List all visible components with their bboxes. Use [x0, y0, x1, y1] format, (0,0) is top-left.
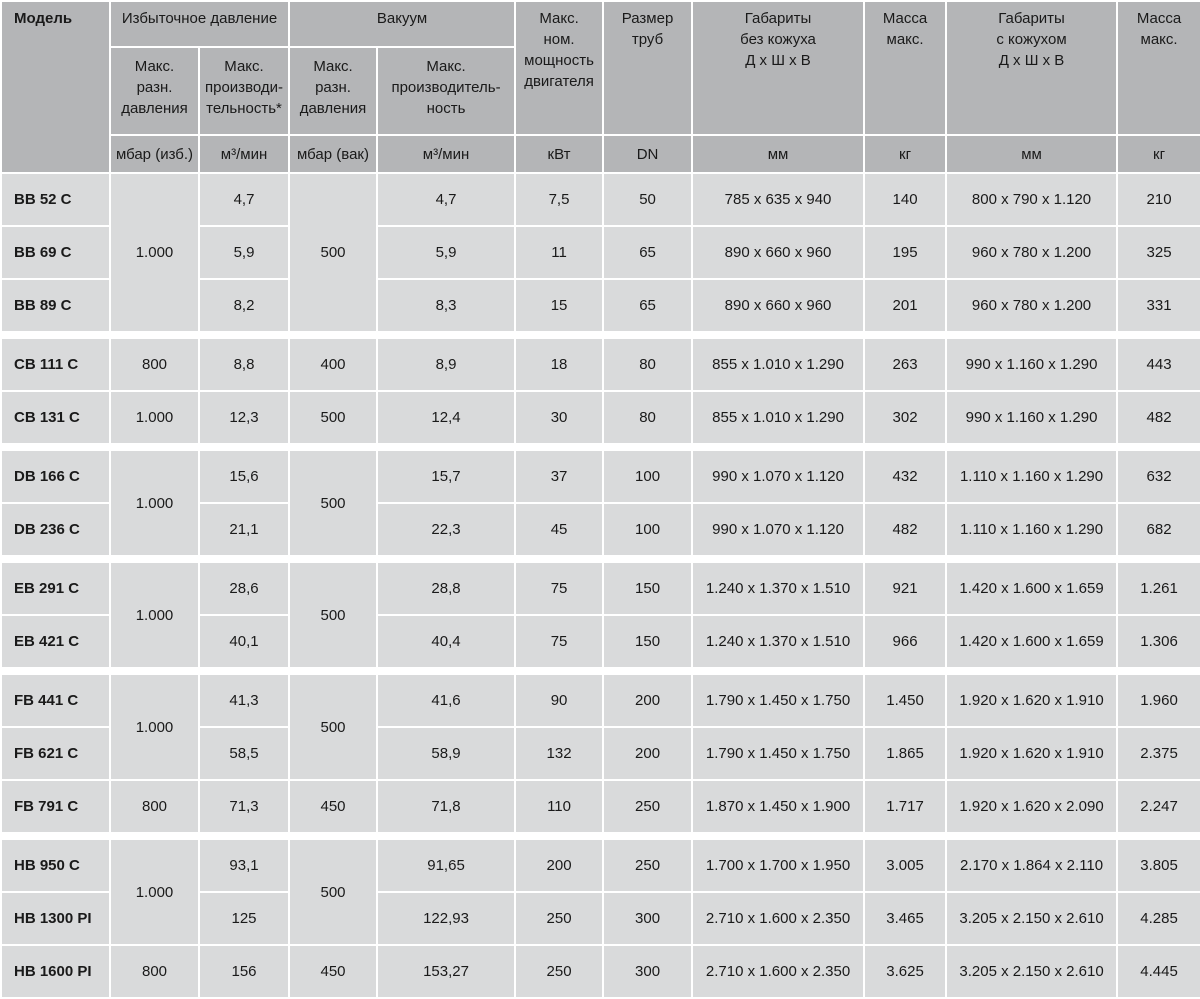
cell-op-pressure: 1.000	[110, 450, 199, 556]
table-row	[1, 674, 1200, 727]
cell-dims-hood: 960 x 780 x 1.200	[946, 226, 1117, 279]
cell-op-capacity: 93,1	[199, 839, 289, 892]
cell-pipe-dn: 150	[603, 615, 692, 668]
cell-pipe-dn: 300	[603, 892, 692, 945]
cell-op-capacity: 71,3	[199, 780, 289, 833]
cell-dims: 990 x 1.070 x 1.120	[692, 503, 864, 556]
cell-op-capacity: 21,1	[199, 503, 289, 556]
cell-motor-power: 250	[515, 945, 603, 998]
cell-vac-capacity: 40,4	[377, 615, 515, 668]
cell-dims: 890 x 660 x 960	[692, 279, 864, 332]
cell-pipe-dn: 80	[603, 338, 692, 391]
cell-motor-power: 15	[515, 279, 603, 332]
cell-motor-power: 90	[515, 674, 603, 727]
cell-vac-pressure: 500	[289, 562, 377, 668]
cell-vac-pressure: 500	[289, 450, 377, 556]
cell-mass-hood: 4.285	[1117, 892, 1200, 945]
cell-mass-hood: 1.306	[1117, 615, 1200, 668]
cell-vac-capacity: 153,27	[377, 945, 515, 998]
cell-model: BB 52 C	[1, 173, 110, 226]
cell-mass: 966	[864, 615, 946, 668]
unit-power: кВт	[515, 135, 603, 173]
cell-op-capacity: 41,3	[199, 674, 289, 727]
cell-op-capacity: 12,3	[199, 391, 289, 444]
unit-dims-hood: мм	[946, 135, 1117, 173]
cell-dims-hood: 1.920 x 1.620 x 1.910	[946, 727, 1117, 780]
cell-vac-pressure: 500	[289, 391, 377, 444]
cell-model: FB 791 C	[1, 780, 110, 833]
cell-pipe-dn: 100	[603, 450, 692, 503]
cell-mass-hood: 682	[1117, 503, 1200, 556]
table-row	[1, 173, 1200, 226]
cell-vac-capacity: 12,4	[377, 391, 515, 444]
cell-op-pressure: 1.000	[110, 674, 199, 780]
cell-model: DB 236 C	[1, 503, 110, 556]
col-dims-hood: Габариты с кожухом Д х Ш х В	[946, 1, 1117, 135]
cell-mass: 263	[864, 338, 946, 391]
cell-op-capacity: 28,6	[199, 562, 289, 615]
cell-pipe-dn: 300	[603, 945, 692, 998]
cell-model: BB 89 C	[1, 279, 110, 332]
cell-motor-power: 11	[515, 226, 603, 279]
unit-pipe: DN	[603, 135, 692, 173]
cell-dims-hood: 990 x 1.160 x 1.290	[946, 391, 1117, 444]
col-power: Макс. ном. мощность двигателя	[515, 1, 603, 135]
cell-motor-power: 7,5	[515, 173, 603, 226]
cell-dims: 990 x 1.070 x 1.120	[692, 450, 864, 503]
table-row	[1, 391, 1200, 444]
cell-pipe-dn: 65	[603, 279, 692, 332]
cell-dims-hood: 990 x 1.160 x 1.290	[946, 338, 1117, 391]
cell-op-pressure: 800	[110, 780, 199, 833]
cell-model: FB 441 C	[1, 674, 110, 727]
cell-op-pressure: 1.000	[110, 839, 199, 945]
cell-model: CB 111 C	[1, 338, 110, 391]
table-row	[1, 562, 1200, 615]
table-row	[1, 780, 1200, 833]
cell-dims: 1.700 x 1.700 x 1.950	[692, 839, 864, 892]
cell-mass: 3.625	[864, 945, 946, 998]
cell-mass: 1.865	[864, 727, 946, 780]
cell-vac-capacity: 4,7	[377, 173, 515, 226]
cell-op-capacity: 4,7	[199, 173, 289, 226]
table-body	[1, 173, 1200, 998]
cell-dims-hood: 960 x 780 x 1.200	[946, 279, 1117, 332]
cell-model: FB 621 C	[1, 727, 110, 780]
cell-model: HB 950 C	[1, 839, 110, 892]
table-row	[1, 338, 1200, 391]
cell-dims: 855 x 1.010 x 1.290	[692, 391, 864, 444]
cell-pipe-dn: 200	[603, 674, 692, 727]
cell-motor-power: 110	[515, 780, 603, 833]
cell-model: HB 1300 PI	[1, 892, 110, 945]
cell-pipe-dn: 250	[603, 780, 692, 833]
cell-mass-hood: 4.445	[1117, 945, 1200, 998]
cell-dims-hood: 1.420 x 1.600 x 1.659	[946, 562, 1117, 615]
cell-mass-hood: 2.375	[1117, 727, 1200, 780]
cell-mass: 3.005	[864, 839, 946, 892]
cell-vac-pressure: 500	[289, 839, 377, 945]
cell-dims-hood: 800 x 790 x 1.120	[946, 173, 1117, 226]
unit-dims: мм	[692, 135, 864, 173]
cell-op-pressure: 1.000	[110, 391, 199, 444]
cell-vac-capacity: 22,3	[377, 503, 515, 556]
cell-dims: 1.240 x 1.370 x 1.510	[692, 562, 864, 615]
cell-dims: 2.710 x 1.600 x 2.350	[692, 945, 864, 998]
cell-op-pressure: 1.000	[110, 562, 199, 668]
cell-pipe-dn: 250	[603, 839, 692, 892]
cell-dims: 785 x 635 x 940	[692, 173, 864, 226]
cell-vac-capacity: 5,9	[377, 226, 515, 279]
cell-vac-capacity: 8,3	[377, 279, 515, 332]
cell-dims-hood: 3.205 x 2.150 x 2.610	[946, 945, 1117, 998]
cell-motor-power: 200	[515, 839, 603, 892]
cell-pipe-dn: 80	[603, 391, 692, 444]
cell-vac-capacity: 8,9	[377, 338, 515, 391]
cell-dims-hood: 1.920 x 1.620 x 2.090	[946, 780, 1117, 833]
cell-mass-hood: 331	[1117, 279, 1200, 332]
cell-dims: 1.870 x 1.450 x 1.900	[692, 780, 864, 833]
cell-op-pressure: 1.000	[110, 173, 199, 332]
cell-vac-capacity: 41,6	[377, 674, 515, 727]
cell-vac-pressure: 450	[289, 945, 377, 998]
cell-model: DB 166 C	[1, 450, 110, 503]
unit-op-capacity: м³/мин	[199, 135, 289, 173]
cell-mass: 3.465	[864, 892, 946, 945]
cell-dims: 890 x 660 x 960	[692, 226, 864, 279]
col-dims: Габариты без кожуха Д х Ш х В	[692, 1, 864, 135]
cell-mass: 302	[864, 391, 946, 444]
cell-vac-capacity: 91,65	[377, 839, 515, 892]
cell-mass: 921	[864, 562, 946, 615]
col-vac-diff-pressure: Макс. разн. давления	[289, 47, 377, 135]
cell-op-capacity: 40,1	[199, 615, 289, 668]
cell-vac-capacity: 71,8	[377, 780, 515, 833]
cell-op-capacity: 125	[199, 892, 289, 945]
cell-model: CB 131 C	[1, 391, 110, 444]
cell-vac-pressure: 450	[289, 780, 377, 833]
cell-mass-hood: 2.247	[1117, 780, 1200, 833]
cell-dims-hood: 1.110 x 1.160 x 1.290	[946, 450, 1117, 503]
col-op-capacity: Макс. производи- тельность*	[199, 47, 289, 135]
cell-op-pressure: 800	[110, 945, 199, 998]
cell-dims: 855 x 1.010 x 1.290	[692, 338, 864, 391]
cell-op-capacity: 15,6	[199, 450, 289, 503]
table-header	[1, 1, 1200, 173]
cell-pipe-dn: 65	[603, 226, 692, 279]
cell-mass-hood: 443	[1117, 338, 1200, 391]
cell-mass-hood: 3.805	[1117, 839, 1200, 892]
cell-motor-power: 75	[515, 562, 603, 615]
cell-pipe-dn: 200	[603, 727, 692, 780]
cell-vac-capacity: 58,9	[377, 727, 515, 780]
table-row	[1, 450, 1200, 503]
cell-mass-hood: 210	[1117, 173, 1200, 226]
cell-motor-power: 132	[515, 727, 603, 780]
cell-op-pressure: 800	[110, 338, 199, 391]
cell-model: BB 69 C	[1, 226, 110, 279]
cell-motor-power: 37	[515, 450, 603, 503]
cell-vac-pressure: 500	[289, 173, 377, 332]
col-vac-capacity: Макс. производитель- ность	[377, 47, 515, 135]
cell-mass-hood: 632	[1117, 450, 1200, 503]
cell-dims-hood: 3.205 x 2.150 x 2.610	[946, 892, 1117, 945]
cell-motor-power: 45	[515, 503, 603, 556]
cell-mass-hood: 1.261	[1117, 562, 1200, 615]
cell-op-capacity: 8,8	[199, 338, 289, 391]
col-model: Модель	[1, 1, 110, 173]
cell-dims: 2.710 x 1.600 x 2.350	[692, 892, 864, 945]
unit-vac-pressure: мбар (вак)	[289, 135, 377, 173]
cell-mass: 1.717	[864, 780, 946, 833]
cell-mass-hood: 482	[1117, 391, 1200, 444]
cell-vac-pressure: 500	[289, 674, 377, 780]
cell-model: HB 1600 PI	[1, 945, 110, 998]
cell-op-capacity: 58,5	[199, 727, 289, 780]
col-pipe: Размер труб	[603, 1, 692, 135]
cell-dims-hood: 1.420 x 1.600 x 1.659	[946, 615, 1117, 668]
cell-model: EB 291 C	[1, 562, 110, 615]
cell-op-capacity: 5,9	[199, 226, 289, 279]
cell-mass: 201	[864, 279, 946, 332]
unit-mass-hood: кг	[1117, 135, 1200, 173]
cell-mass-hood: 1.960	[1117, 674, 1200, 727]
cell-vac-capacity: 122,93	[377, 892, 515, 945]
cell-motor-power: 250	[515, 892, 603, 945]
cell-dims-hood: 1.920 x 1.620 x 1.910	[946, 674, 1117, 727]
unit-vac-capacity: м³/мин	[377, 135, 515, 173]
cell-pipe-dn: 150	[603, 562, 692, 615]
cell-model: EB 421 C	[1, 615, 110, 668]
col-vacuum: Вакуум	[289, 1, 515, 47]
cell-mass: 432	[864, 450, 946, 503]
col-mass-hood: Масса макс.	[1117, 1, 1200, 135]
cell-dims: 1.240 x 1.370 x 1.510	[692, 615, 864, 668]
col-overpressure: Избыточное давление	[110, 1, 289, 47]
col-op-diff-pressure: Макс. разн. давления	[110, 47, 199, 135]
cell-motor-power: 18	[515, 338, 603, 391]
cell-mass: 1.450	[864, 674, 946, 727]
unit-op-pressure: мбар (изб.)	[110, 135, 199, 173]
cell-vac-pressure: 400	[289, 338, 377, 391]
cell-mass: 140	[864, 173, 946, 226]
cell-dims: 1.790 x 1.450 x 1.750	[692, 727, 864, 780]
cell-op-capacity: 156	[199, 945, 289, 998]
cell-mass: 482	[864, 503, 946, 556]
col-mass: Масса макс.	[864, 1, 946, 135]
cell-vac-capacity: 15,7	[377, 450, 515, 503]
table-row	[1, 839, 1200, 892]
cell-op-capacity: 8,2	[199, 279, 289, 332]
cell-pipe-dn: 50	[603, 173, 692, 226]
cell-mass: 195	[864, 226, 946, 279]
table-row	[1, 945, 1200, 998]
cell-dims: 1.790 x 1.450 x 1.750	[692, 674, 864, 727]
cell-dims-hood: 2.170 x 1.864 x 2.110	[946, 839, 1117, 892]
cell-motor-power: 75	[515, 615, 603, 668]
cell-vac-capacity: 28,8	[377, 562, 515, 615]
cell-dims-hood: 1.110 x 1.160 x 1.290	[946, 503, 1117, 556]
unit-mass: кг	[864, 135, 946, 173]
cell-motor-power: 30	[515, 391, 603, 444]
cell-pipe-dn: 100	[603, 503, 692, 556]
cell-mass-hood: 325	[1117, 226, 1200, 279]
